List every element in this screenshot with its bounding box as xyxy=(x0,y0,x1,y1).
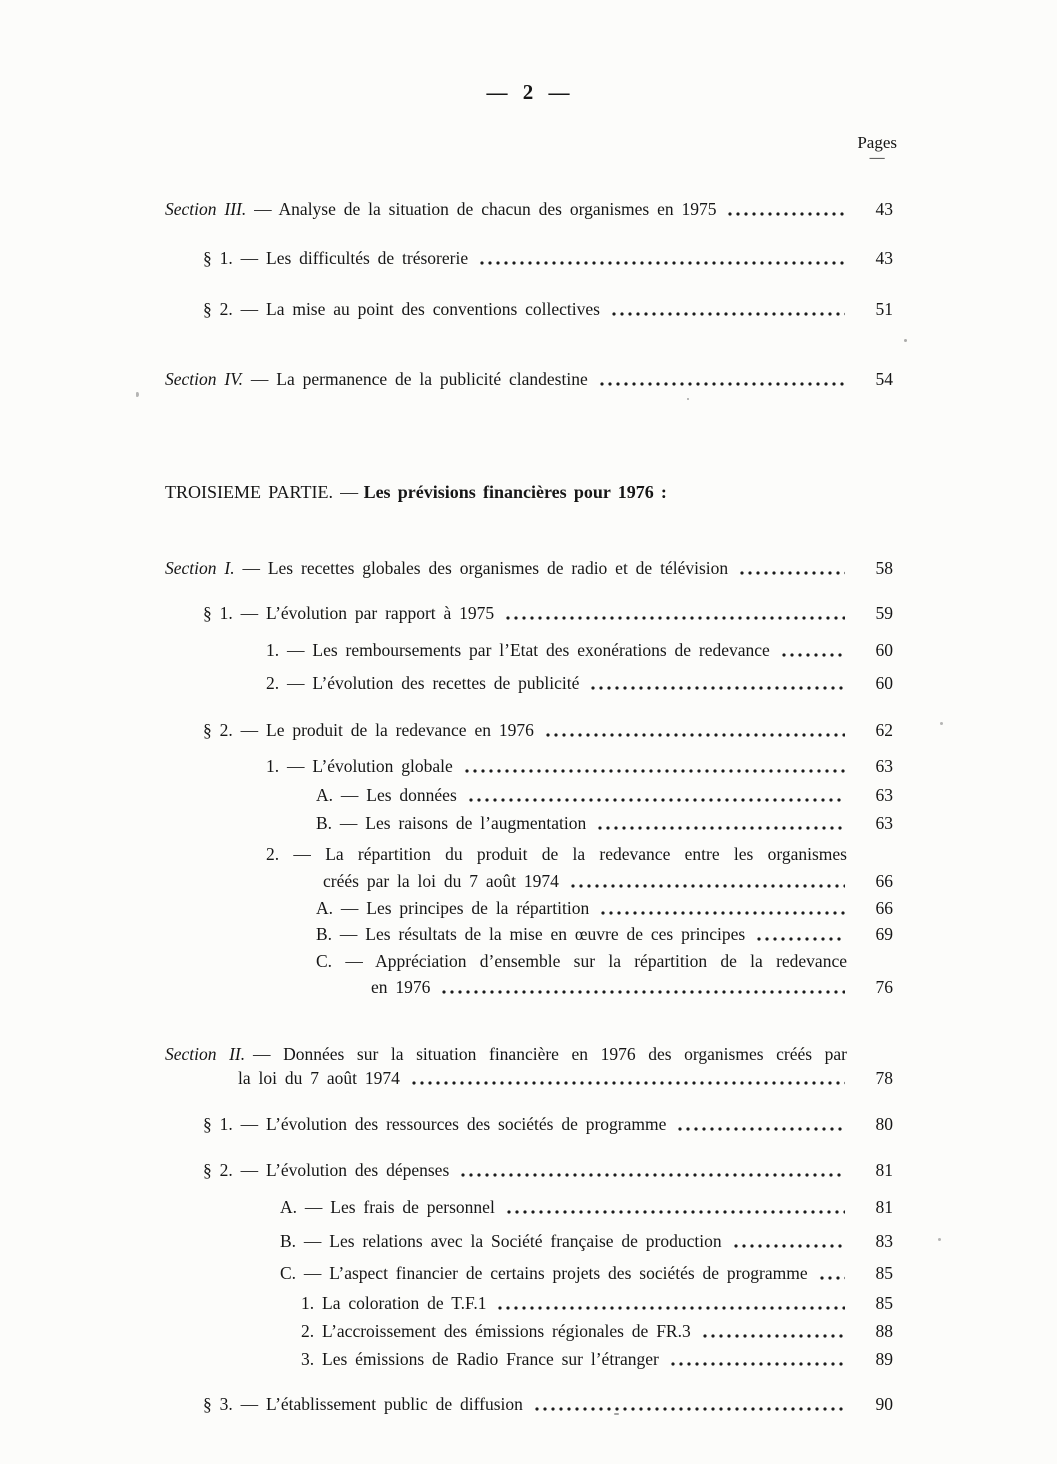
entry-title: B. — Les relations avec la Société française de production xyxy=(280,1231,722,1251)
entry-title: § 2. — Le produit de la redevance en 1976 xyxy=(203,720,534,740)
entry-title: 2. — L’évolution des recettes de publicité xyxy=(266,673,580,693)
entry-title: § 1. — Les difficultés de trésorerie xyxy=(203,248,469,268)
entry-title: B. — Les résultats de la mise en œuvre de ces principes xyxy=(316,924,746,944)
page-ref: 78 xyxy=(875,1068,893,1088)
entry-title: B. — Les raisons de l’augmentation xyxy=(316,813,587,833)
entry-title-continuation: la loi du 7 août 1974 xyxy=(238,1068,400,1088)
page-ref: 59 xyxy=(875,603,893,623)
toc-entry-s2-par2-c1 xyxy=(301,1290,893,1314)
entry-title: 3. Les émissions de Radio France sur l’étranger xyxy=(301,1349,659,1369)
entry-title-continuation: créés par la loi du 7 août 1974 xyxy=(323,871,559,891)
part-heading-text xyxy=(165,481,667,503)
toc-entry-s1-par1-num1 xyxy=(266,637,893,661)
dot-leader xyxy=(676,1127,845,1131)
entry-title: § 2. — La mise au point des conventions collectives xyxy=(203,299,600,319)
entry-title: A. — Les principes de la répartition xyxy=(316,898,590,918)
dot-leader xyxy=(504,616,845,620)
dot-leader xyxy=(440,990,845,994)
dot-leader xyxy=(410,1081,845,1085)
toc-entry-s1-par2-num1-b xyxy=(316,810,893,834)
toc-entry-s1-par2-num2-line2 xyxy=(323,868,893,892)
dot-leader xyxy=(589,686,845,690)
entry-title: C. — Appréciation d’ensemble sur la répartition de la redevance xyxy=(316,951,847,971)
entry-title: § 1. — L’évolution par rapport à 1975 xyxy=(203,603,495,623)
toc-entry-s2-par2-c3 xyxy=(301,1346,893,1370)
entry-title: § 2. — L’évolution des dépenses xyxy=(203,1160,450,1180)
dot-leader xyxy=(818,1276,845,1280)
entry-title: § 1. — L’évolution des ressources des sociétés de programme xyxy=(203,1114,667,1134)
dot-leader xyxy=(732,1244,845,1248)
dot-leader xyxy=(544,733,845,737)
toc-entry-s2-par2-b xyxy=(280,1228,893,1252)
toc-entry-section-1 xyxy=(165,555,893,579)
dot-leader xyxy=(596,826,845,830)
page-ref: 76 xyxy=(875,977,893,997)
page-ref: 51 xyxy=(875,299,893,319)
page-ref: 85 xyxy=(875,1293,893,1313)
toc-entry-s1-par2-num1 xyxy=(266,753,893,777)
entry-title: § 3. — L’établissement public de diffusion xyxy=(203,1394,523,1414)
entry-title: A. — Les données xyxy=(316,785,457,805)
scan-speck xyxy=(136,392,139,397)
toc-entry-s2-par2 xyxy=(203,1157,893,1181)
dot-leader xyxy=(463,769,845,773)
toc-entry-section-4 xyxy=(165,366,893,390)
entry-title: — La permanence de la publicité clandestine xyxy=(250,369,588,389)
dot-leader xyxy=(569,884,845,888)
page-ref: 81 xyxy=(875,1197,893,1217)
entry-title: — Données sur la situation financière en 1976 des organismes créés par xyxy=(253,1044,847,1064)
entry-text xyxy=(165,557,728,579)
dot-leader xyxy=(738,571,845,575)
entry-title: — Analyse de la situation de chacun des organismes en 1975 xyxy=(254,199,717,219)
toc-entry-s1-par2-num1-a xyxy=(316,782,893,806)
toc-entry-s2-par2-a xyxy=(280,1194,893,1218)
scan-speck xyxy=(687,398,689,400)
page-ref: 81 xyxy=(875,1160,893,1180)
toc-entry-s1-par2 xyxy=(203,717,893,741)
dot-leader xyxy=(669,1362,845,1366)
dot-leader xyxy=(780,653,845,657)
entry-title: C. — L’aspect financier de certains projets des sociétés de programme xyxy=(280,1263,808,1283)
dot-leader xyxy=(533,1407,845,1411)
page-ref: 63 xyxy=(875,785,893,805)
dot-leader xyxy=(726,212,845,216)
section-label: Section III. xyxy=(165,199,247,219)
page-ref: 54 xyxy=(875,369,893,389)
page-ref: 58 xyxy=(875,558,893,578)
page-ref: 43 xyxy=(875,248,893,268)
page-ref: 88 xyxy=(875,1321,893,1341)
page-ref: 90 xyxy=(875,1394,893,1414)
entry-title: 2. L’accroissement des émissions régionales de FR.3 xyxy=(301,1321,691,1341)
page-ref: 83 xyxy=(875,1231,893,1251)
toc-entry-s2-par2-c2 xyxy=(301,1318,893,1342)
dot-leader xyxy=(598,382,845,386)
entry-title: 1. La coloration de T.F.1 xyxy=(301,1293,487,1313)
part-heading xyxy=(165,479,893,503)
page-ref: 66 xyxy=(875,871,893,891)
toc-entry-s3-par1 xyxy=(203,245,893,269)
page-ref: 85 xyxy=(875,1263,893,1283)
toc-entry-section-2-line2 xyxy=(238,1065,893,1089)
page-ref: 63 xyxy=(875,756,893,776)
page-ref: 60 xyxy=(875,673,893,693)
section-label: Section IV. xyxy=(165,369,244,389)
part-title: Les prévisions financières pour 1976 : xyxy=(363,482,667,502)
toc-entry-s2-par3 xyxy=(203,1391,893,1415)
dot-leader xyxy=(478,261,845,265)
page-ref: 80 xyxy=(875,1114,893,1134)
scan-speck xyxy=(938,1238,941,1241)
page-ref: 66 xyxy=(875,898,893,918)
page-ref: 43 xyxy=(875,199,893,219)
page-number-header: — 2 — xyxy=(486,80,571,104)
dot-leader xyxy=(459,1173,845,1177)
toc-entry-s1-par2-num2-c-line1 xyxy=(316,950,847,974)
entry-text xyxy=(165,368,588,390)
dot-leader xyxy=(467,798,845,802)
toc-entry-s1-par1-num2 xyxy=(266,670,893,694)
toc-entry-s1-par1 xyxy=(203,600,893,624)
entry-title: — Les recettes globales des organismes de radio et de télévision xyxy=(242,558,729,578)
dot-leader xyxy=(610,312,845,316)
pages-label: Pages xyxy=(857,133,897,152)
pages-underline: — xyxy=(869,150,885,166)
pages-column-header xyxy=(857,133,897,166)
page-ref: 63 xyxy=(875,813,893,833)
toc-entry-s1-par2-num2-c-line2 xyxy=(371,974,893,998)
entry-title: 1. — Les remboursements par l’Etat des exonérations de redevance xyxy=(266,640,770,660)
section-label: Section I. xyxy=(165,558,235,578)
scan-speck xyxy=(614,1413,619,1415)
section-label: Section II. xyxy=(165,1044,246,1064)
scan-speck xyxy=(904,339,907,342)
entry-title: 2. — La répartition du produit de la redevance entre les organismes xyxy=(266,844,847,864)
entry-title: 1. — L’évolution globale xyxy=(266,756,453,776)
toc-entry-s1-par2-num2-a xyxy=(316,895,893,919)
page-ref: 60 xyxy=(875,640,893,660)
dot-leader xyxy=(755,937,845,941)
entry-title-continuation: en 1976 xyxy=(371,977,431,997)
dot-leader xyxy=(701,1334,845,1338)
dot-leader xyxy=(496,1306,845,1310)
part-label: TROISIEME PARTIE. — xyxy=(165,482,359,502)
toc-entry-s1-par2-num2-line1 xyxy=(266,843,847,867)
toc-entry-section-2-line1 xyxy=(165,1043,847,1067)
page-ref: 62 xyxy=(875,720,893,740)
toc-entry-s3-par2 xyxy=(203,296,893,320)
toc-entry-s1-par2-num2-b xyxy=(316,921,893,945)
toc-entry-s2-par1 xyxy=(203,1111,893,1135)
scan-speck xyxy=(940,722,943,725)
dot-leader xyxy=(599,911,845,915)
entry-title: A. — Les frais de personnel xyxy=(280,1197,495,1217)
page-ref: 69 xyxy=(875,924,893,944)
dot-leader xyxy=(505,1210,845,1214)
page-ref: 89 xyxy=(875,1349,893,1369)
entry-text xyxy=(165,198,716,220)
toc-entry-section-3 xyxy=(165,196,893,220)
toc-entry-s2-par2-c xyxy=(280,1260,893,1284)
